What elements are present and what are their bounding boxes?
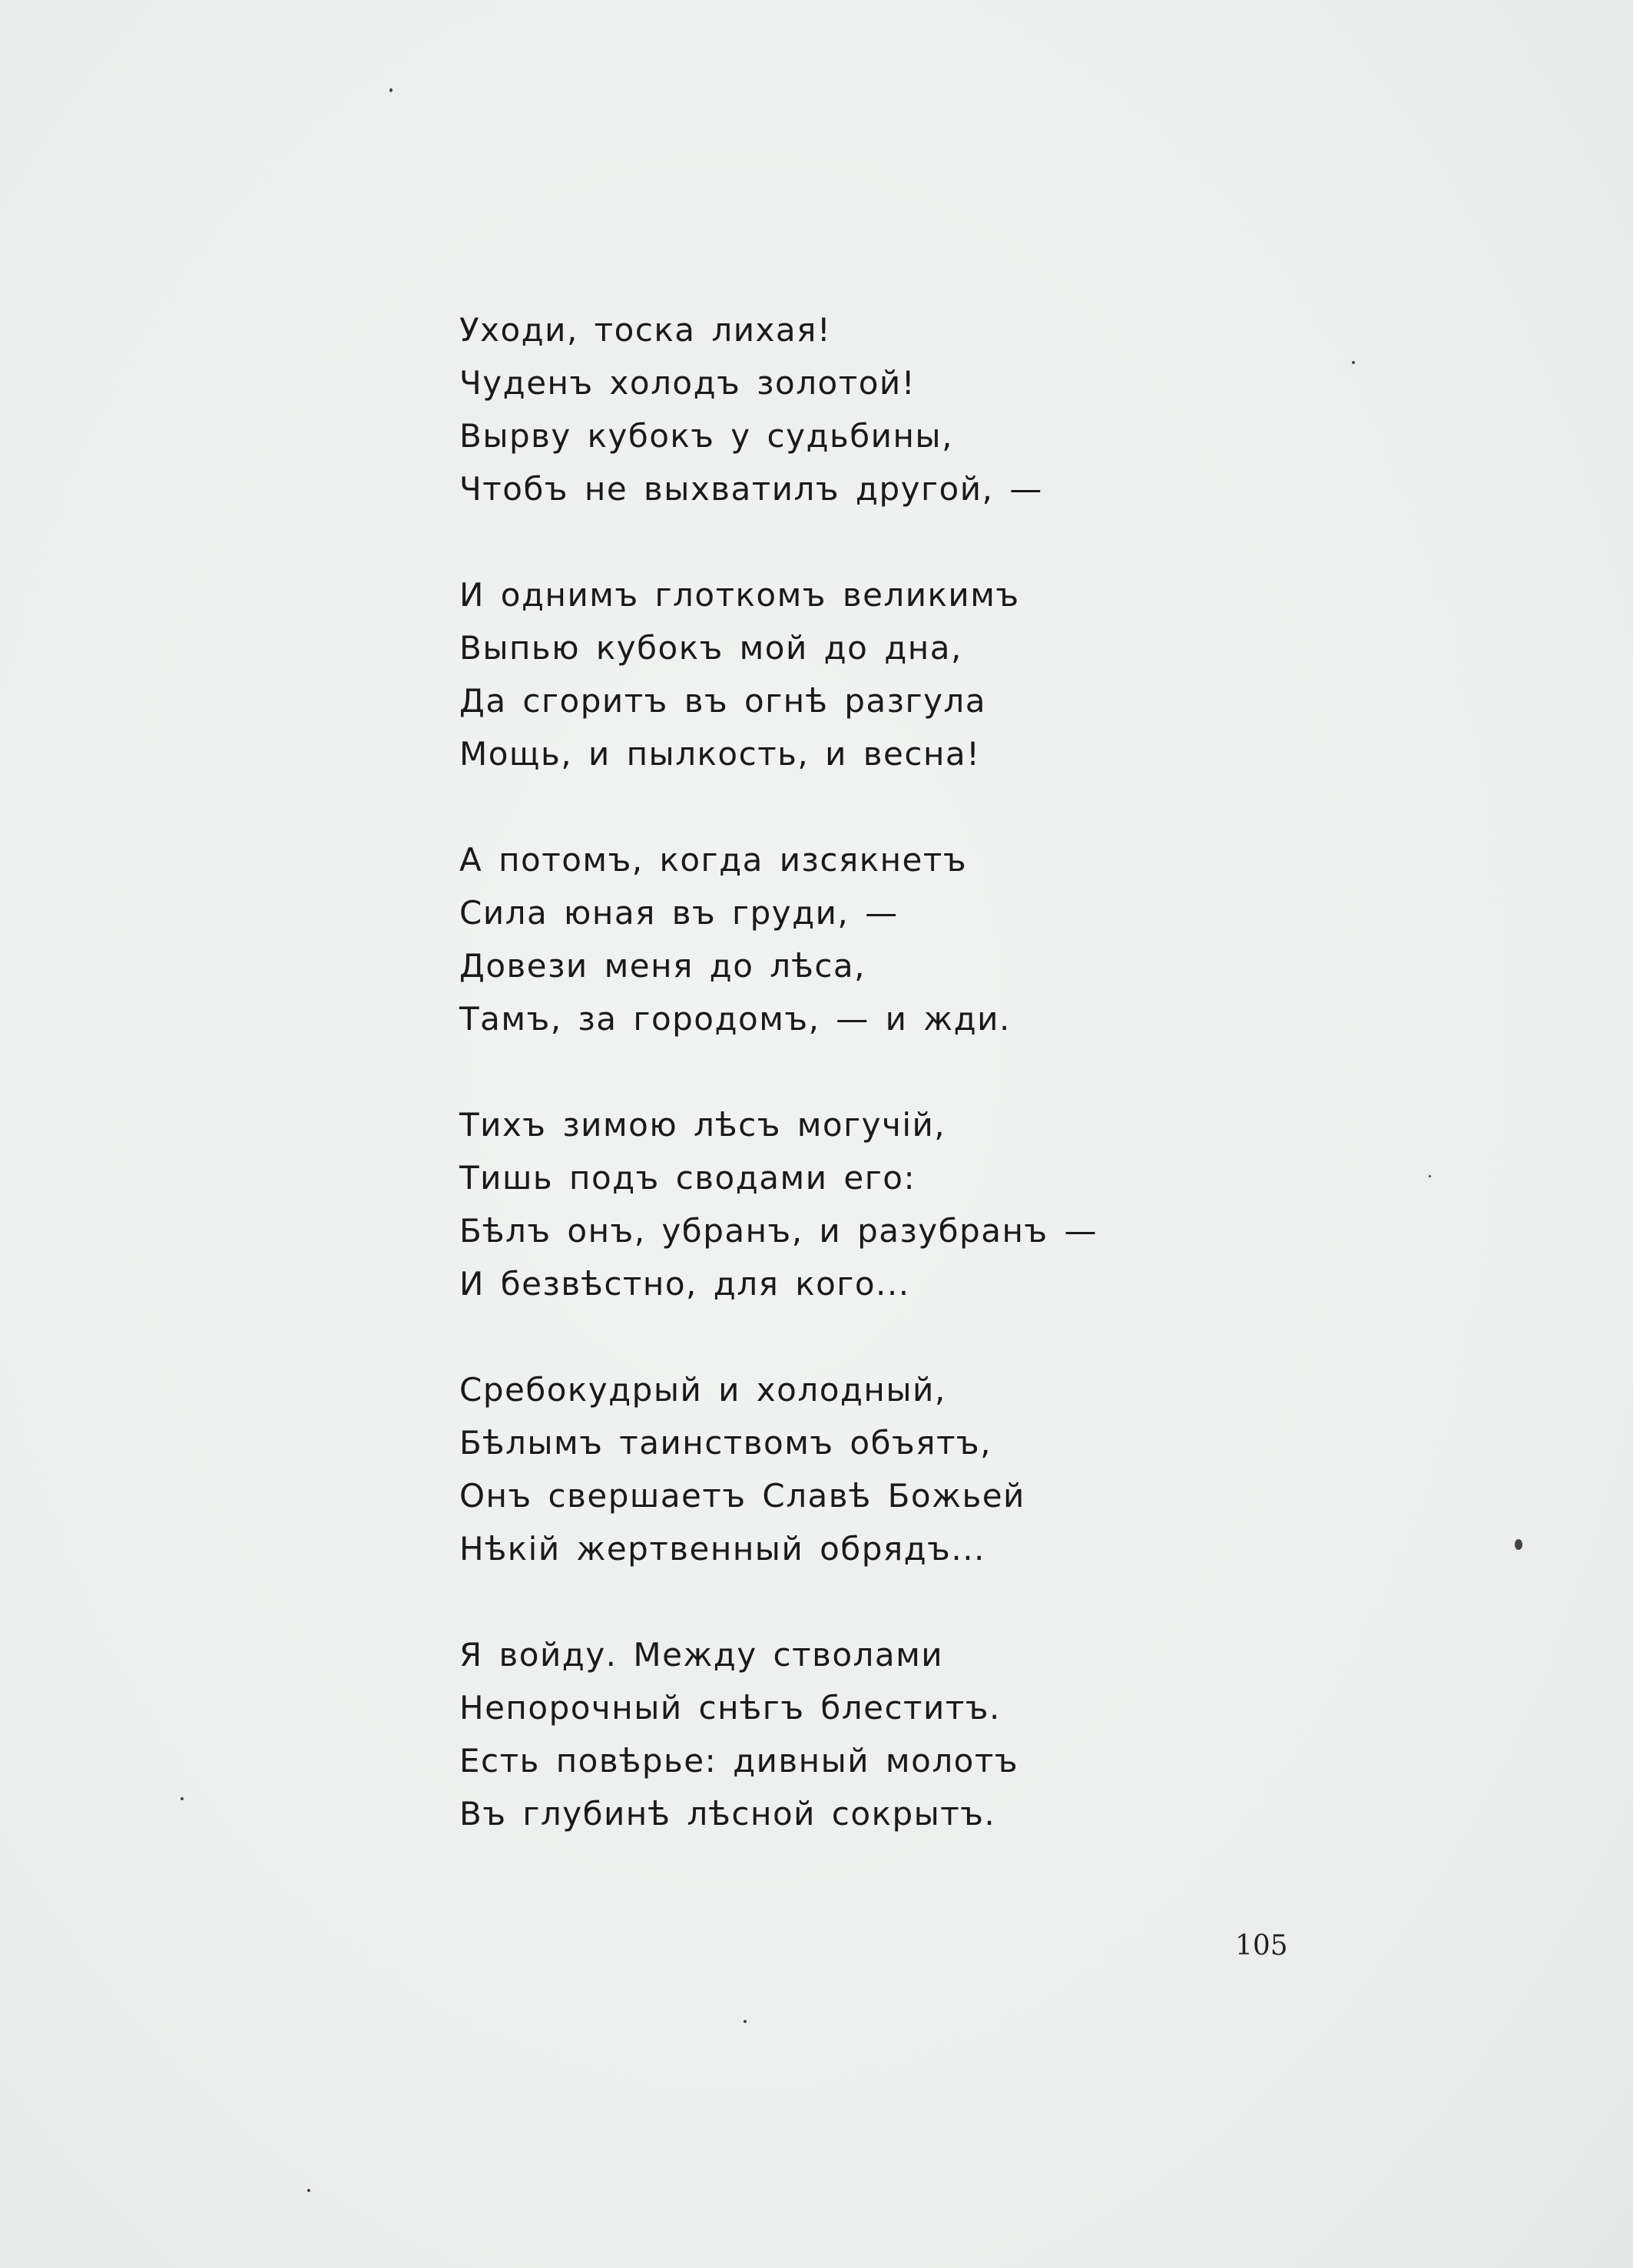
poem-line: Довези меня до лѣса, <box>459 947 866 985</box>
poem-line: Непорочный снѣгъ блеститъ. <box>459 1689 1001 1727</box>
stanza <box>459 1363 1381 1575</box>
stanza <box>459 303 1381 515</box>
paper-speck <box>1352 361 1355 364</box>
poem-line: Бѣлъ онъ, убранъ, и разубранъ — <box>459 1212 1098 1250</box>
stanza <box>459 568 1381 780</box>
paper-speck <box>1515 1539 1522 1550</box>
poem-line: Тамъ, за городомъ, — и жди. <box>459 1000 1011 1038</box>
poem-line: Вырву кубокъ у судьбины, <box>459 417 953 455</box>
poem-line: А потомъ, когда изсякнетъ <box>459 841 968 879</box>
stanza <box>459 833 1381 1045</box>
poem-line: Уходи, тоска лихая! <box>459 311 832 349</box>
poem-line: И однимъ глоткомъ великимъ <box>459 576 1020 614</box>
poem-line: Онъ свершаетъ Славѣ Божьей <box>459 1477 1025 1515</box>
poem-line: Нѣкій жертвенный обрядъ... <box>459 1530 985 1568</box>
paper-speck <box>389 88 393 92</box>
paper-speck <box>744 2020 747 2023</box>
poem-line: Тишь подъ сводами его: <box>459 1159 916 1197</box>
poem-line: Я войду. Между стволами <box>459 1636 944 1674</box>
stanza <box>459 1098 1381 1310</box>
stanza <box>459 1628 1381 1840</box>
poem-line: Сребокудрый и холодный, <box>459 1371 946 1409</box>
poem <box>459 303 1381 1893</box>
poem-line: Чуденъ холодъ золотой! <box>459 364 916 402</box>
poem-line: Бѣлымъ таинствомъ объятъ, <box>459 1424 992 1462</box>
poem-line: Сила юная въ груди, — <box>459 894 899 932</box>
paper-speck <box>1429 1175 1431 1177</box>
poem-line: Да сгоритъ въ огнѣ разгула <box>459 682 987 720</box>
paper-speck <box>307 2189 310 2192</box>
poem-line: И безвѣстно, для кого... <box>459 1265 910 1303</box>
poem-line: Выпью кубокъ мой до дна, <box>459 629 962 667</box>
page-number: 105 <box>1235 1930 1288 1962</box>
poem-line: Тихъ зимою лѣсъ могучій, <box>459 1106 946 1144</box>
poem-line: Есть повѣрье: дивный молотъ <box>459 1742 1019 1780</box>
poem-line: Чтобъ не выхватилъ другой, — <box>459 470 1043 508</box>
paper-speck <box>181 1797 184 1800</box>
poem-line: Въ глубинѣ лѣсной сокрытъ. <box>459 1795 996 1833</box>
poem-line: Мощь, и пылкость, и весна! <box>459 735 981 773</box>
